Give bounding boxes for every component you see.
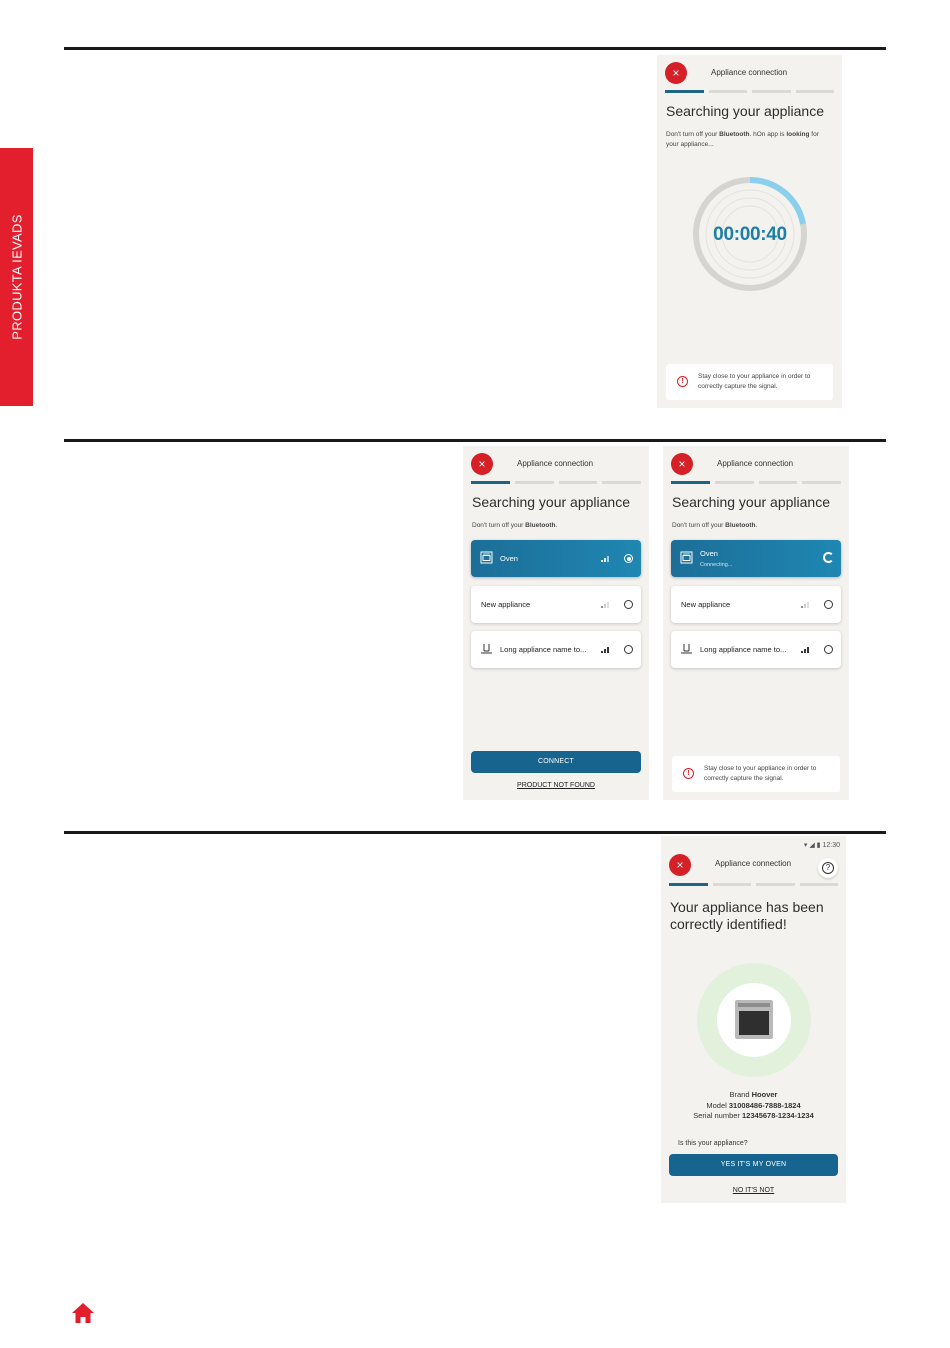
signal-notice bbox=[672, 756, 840, 792]
wifi-icon: ▾ bbox=[803, 842, 808, 849]
step-progress bbox=[671, 481, 841, 484]
page-title: Searching your appliance bbox=[672, 494, 830, 510]
appliance-label: New appliance bbox=[481, 600, 531, 609]
help-button[interactable] bbox=[818, 858, 838, 878]
brand-line: Brand Hoover bbox=[729, 1090, 778, 1099]
signal-icon bbox=[601, 645, 611, 653]
page-title: Your appliance has been correctly identified! bbox=[670, 899, 824, 932]
radio-button[interactable] bbox=[824, 600, 833, 609]
appliance-item-new[interactable] bbox=[671, 586, 841, 623]
close-button[interactable]: × bbox=[665, 62, 687, 84]
screen-connecting bbox=[663, 446, 849, 800]
status-bar bbox=[804, 841, 840, 849]
appliance-item-long[interactable] bbox=[671, 631, 841, 668]
close-button[interactable]: × bbox=[671, 453, 693, 475]
radio-button[interactable] bbox=[824, 645, 833, 654]
oven-icon bbox=[480, 551, 493, 564]
connecting-status: Connecting... bbox=[700, 562, 733, 568]
radio-button[interactable] bbox=[624, 600, 633, 609]
page-title: Searching your appliance bbox=[472, 494, 630, 510]
step-progress bbox=[471, 481, 641, 484]
appliance-label: Long appliance name to... bbox=[500, 645, 587, 654]
loading-spinner-icon bbox=[823, 552, 834, 563]
close-button[interactable]: × bbox=[669, 854, 691, 876]
radio-button[interactable] bbox=[624, 645, 633, 654]
appliance-info bbox=[661, 1090, 846, 1122]
battery-icon: ▮ bbox=[816, 842, 821, 849]
radio-selected[interactable] bbox=[624, 554, 633, 563]
signal-icon bbox=[801, 600, 811, 608]
section-rule-2 bbox=[64, 439, 886, 442]
section-side-tab bbox=[0, 148, 33, 406]
screen-title: Appliance connection bbox=[711, 68, 788, 77]
screen-appliance-list bbox=[463, 446, 649, 800]
section-rule-1 bbox=[64, 47, 886, 50]
notice-text: Stay close to your appliance in order to correctly capture the signal. bbox=[698, 373, 811, 390]
warning-icon: ! bbox=[683, 768, 694, 779]
confirm-no-link[interactable]: NO IT'S NOT bbox=[732, 1187, 775, 1194]
product-not-found-link[interactable]: PRODUCT NOT FOUND bbox=[517, 782, 595, 789]
appliance-label: Oven bbox=[700, 549, 718, 558]
page-title: Searching your appliance bbox=[666, 103, 824, 119]
appliance-halo bbox=[697, 963, 811, 1077]
search-timer bbox=[691, 175, 809, 293]
appliance-label: Oven bbox=[500, 554, 518, 563]
appliance-label: Long appliance name to... bbox=[700, 645, 787, 654]
appliance-item-long[interactable] bbox=[471, 631, 641, 668]
appliance-item-new[interactable] bbox=[471, 586, 641, 623]
screen-title: Appliance connection bbox=[517, 459, 594, 468]
signal-icon bbox=[801, 645, 811, 653]
instruction-text: Don't turn off your Bluetooth. bbox=[672, 522, 758, 529]
close-button[interactable]: × bbox=[471, 453, 493, 475]
signal-icon bbox=[601, 554, 611, 562]
status-time: 12:30 bbox=[822, 842, 840, 849]
appliance-item-oven[interactable] bbox=[471, 540, 641, 577]
step-progress bbox=[665, 90, 834, 93]
appliance-item-oven[interactable] bbox=[671, 540, 841, 577]
instruction-text: Don't turn off your Bluetooth. hOn app is looking for your appliance... bbox=[666, 131, 819, 148]
step-progress bbox=[669, 883, 838, 886]
hood-icon bbox=[480, 642, 493, 655]
timer-readout: 00:00:40 bbox=[713, 224, 787, 245]
cell-signal-icon: ◢ bbox=[809, 842, 815, 849]
screen-searching-timer bbox=[657, 55, 842, 408]
side-tab-label: PRODUKTA IEVADS bbox=[9, 214, 24, 340]
oven-image bbox=[735, 1000, 773, 1039]
model-line: Model 31008486-7888-1824 bbox=[706, 1100, 801, 1110]
hood-icon bbox=[680, 642, 693, 655]
screen-title: Appliance connection bbox=[715, 859, 792, 868]
signal-notice bbox=[666, 364, 833, 400]
appliance-label: New appliance bbox=[681, 600, 731, 609]
screen-identified bbox=[661, 836, 846, 1203]
connect-button[interactable]: CONNECT bbox=[471, 751, 641, 773]
screen-title: Appliance connection bbox=[717, 459, 794, 468]
signal-icon bbox=[601, 600, 611, 608]
section-rule-3 bbox=[64, 831, 886, 834]
confirm-question: Is this your appliance? bbox=[678, 1140, 748, 1147]
confirm-yes-button[interactable]: YES IT'S MY OVEN bbox=[669, 1154, 838, 1176]
notice-text: Stay close to your appliance in order to correctly capture the signal. bbox=[704, 765, 817, 782]
home-icon[interactable] bbox=[71, 1302, 95, 1324]
help-icon: ? bbox=[822, 862, 834, 874]
serial-line: Serial number 12345678-1234-1234 bbox=[693, 1111, 814, 1120]
instruction-text: Don't turn off your Bluetooth. bbox=[472, 522, 558, 529]
oven-icon bbox=[680, 551, 693, 564]
warning-icon: ! bbox=[677, 376, 688, 387]
